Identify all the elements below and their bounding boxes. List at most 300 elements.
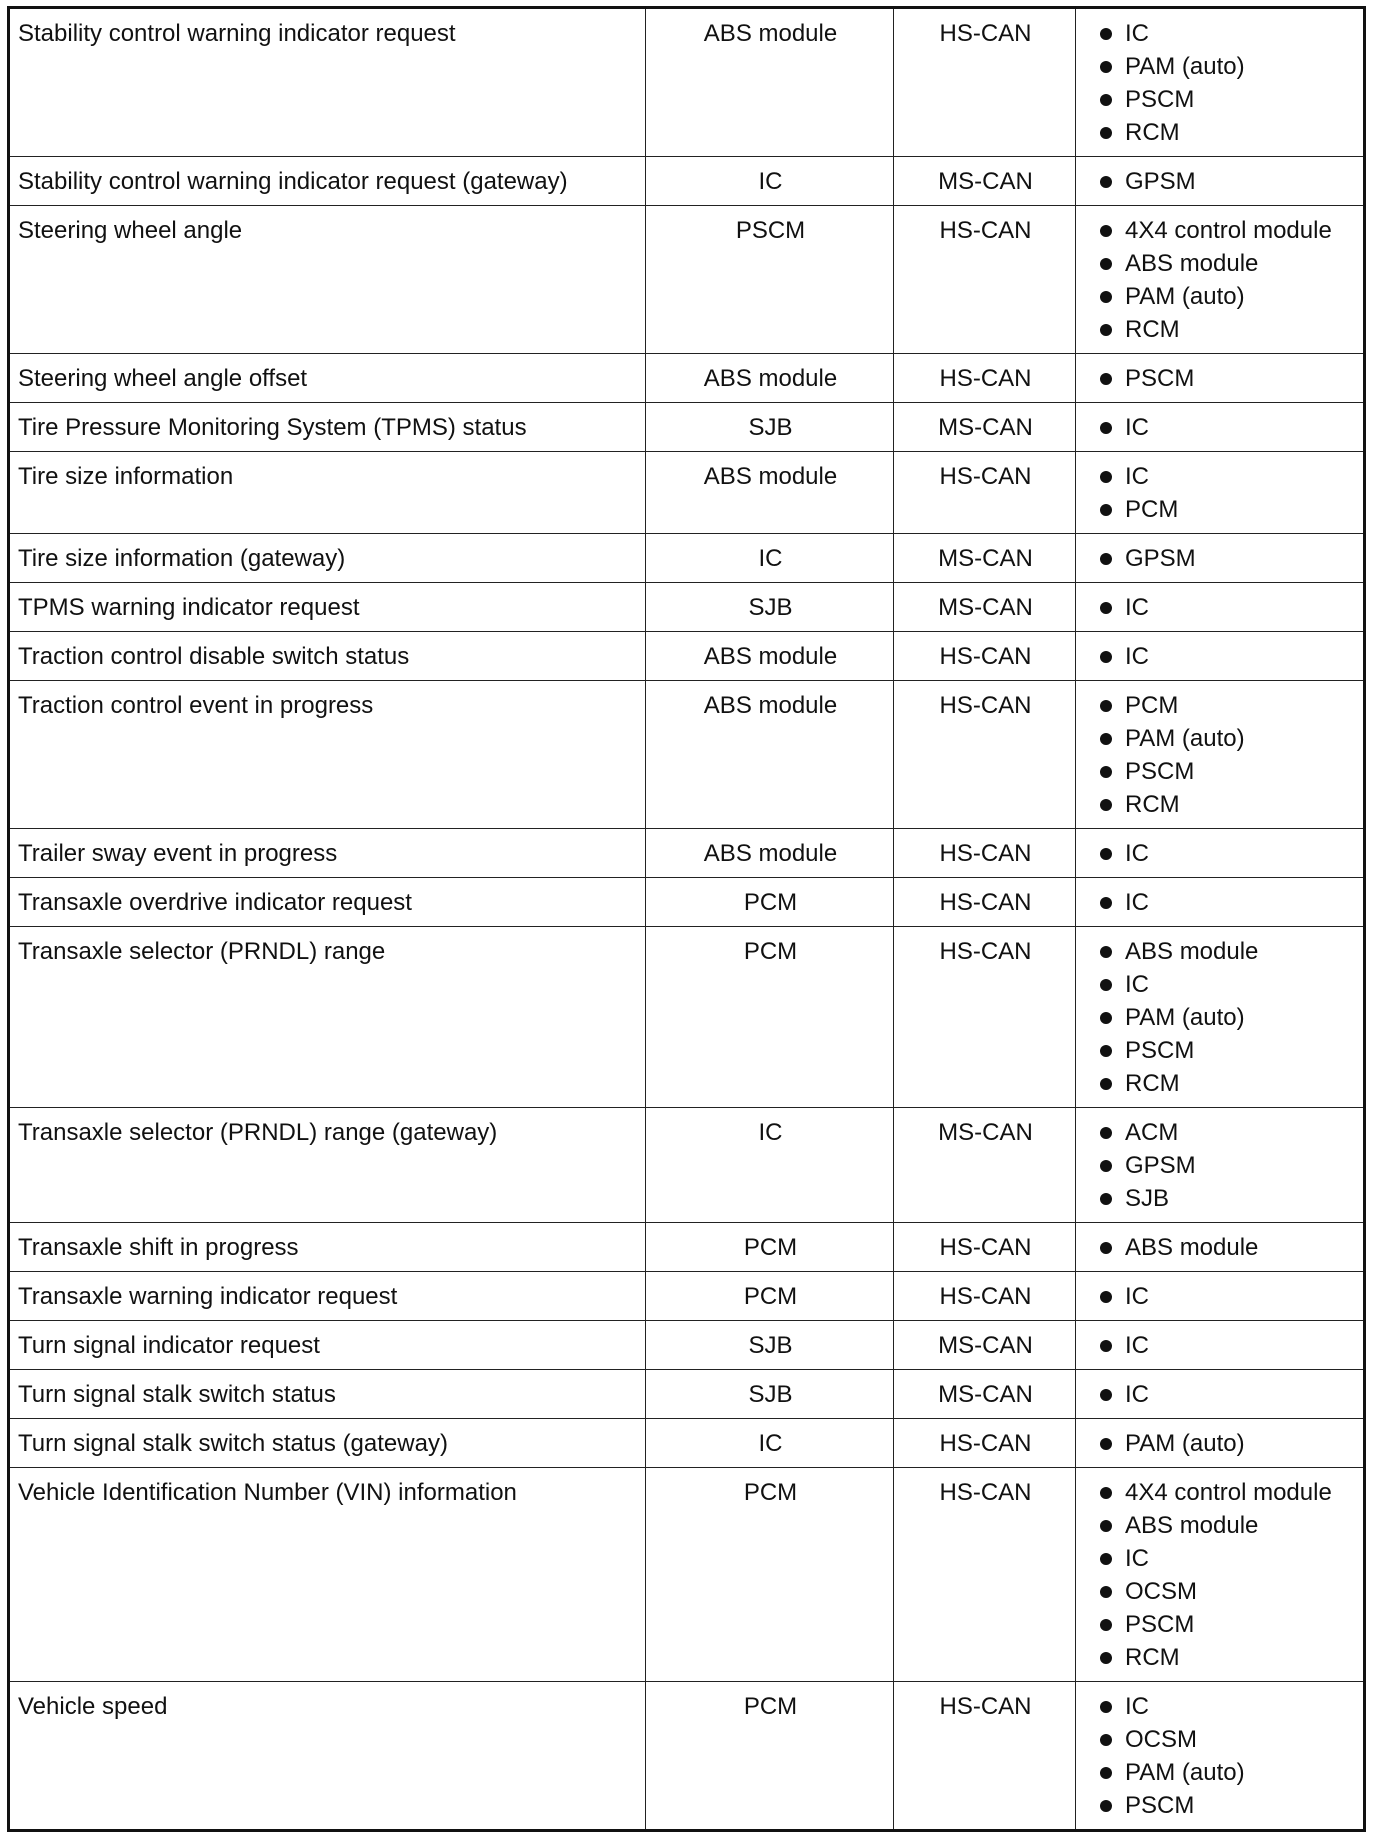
table-row	[9, 157, 1365, 206]
signal-text: Transaxle shift in progress	[18, 1234, 299, 1261]
network-cell	[894, 632, 1076, 681]
network-cell	[894, 1321, 1076, 1370]
receiver-text: PAM (auto)	[1125, 53, 1245, 80]
network-text: HS-CAN	[939, 1234, 1032, 1261]
receiver-item	[1092, 1756, 1361, 1789]
signal-cell	[9, 1272, 646, 1321]
receiver-item	[1092, 1542, 1361, 1575]
receiver-text: IC	[1125, 1693, 1149, 1720]
source-cell	[646, 1108, 894, 1223]
receiver-item	[1092, 591, 1361, 624]
receivers-list	[1092, 1116, 1361, 1215]
receivers-cell	[1076, 354, 1365, 403]
table-row	[9, 1419, 1365, 1468]
table-row	[9, 1223, 1365, 1272]
signal-text: Vehicle speed	[18, 1693, 168, 1720]
receiver-item	[1092, 1690, 1361, 1723]
receivers-list	[1092, 1280, 1361, 1313]
source-cell	[646, 878, 894, 927]
bullet-icon	[1100, 1389, 1112, 1401]
table-row	[9, 452, 1365, 534]
source-cell	[646, 1419, 894, 1468]
bullet-icon	[1100, 979, 1112, 991]
source-text: IC	[758, 545, 783, 572]
bullet-icon	[1100, 651, 1112, 663]
receiver-text: ABS module	[1125, 938, 1259, 965]
network-text: HS-CAN	[939, 20, 1032, 47]
bullet-icon	[1100, 1438, 1112, 1450]
bullet-icon	[1100, 848, 1112, 860]
signal-text: Tire size information (gateway)	[18, 545, 346, 572]
bullet-icon	[1100, 1078, 1112, 1090]
signal-cell	[9, 1419, 646, 1468]
signal-cell	[9, 927, 646, 1108]
signal-text: TPMS warning indicator request	[18, 594, 360, 621]
network-text: HS-CAN	[939, 1479, 1032, 1506]
signal-text: Transaxle overdrive indicator request	[18, 889, 412, 916]
source-cell	[646, 534, 894, 583]
receiver-text: IC	[1125, 594, 1149, 621]
signal-cell	[9, 1223, 646, 1272]
bullet-icon	[1100, 373, 1112, 385]
source-cell	[646, 681, 894, 829]
network-cell	[894, 157, 1076, 206]
receiver-item	[1092, 935, 1361, 968]
network-cell	[894, 1223, 1076, 1272]
network-cell	[894, 206, 1076, 354]
bullet-icon	[1100, 1520, 1112, 1532]
receivers-list	[1092, 1690, 1361, 1822]
table-row	[9, 878, 1365, 927]
receiver-text: ACM	[1125, 1119, 1179, 1146]
network-cell	[894, 927, 1076, 1108]
network-text: MS-CAN	[938, 594, 1033, 621]
receivers-cell	[1076, 1370, 1365, 1419]
bullet-icon	[1100, 897, 1112, 909]
receiver-text: IC	[1125, 1381, 1149, 1408]
signal-cell	[9, 403, 646, 452]
receiver-item	[1092, 1231, 1361, 1264]
bullet-icon	[1100, 504, 1112, 516]
receiver-text: PAM (auto)	[1125, 1759, 1245, 1786]
source-cell	[646, 354, 894, 403]
signal-text: Transaxle warning indicator request	[18, 1283, 398, 1310]
bullet-icon	[1100, 1045, 1112, 1057]
source-text: PCM	[743, 1693, 798, 1720]
receivers-cell	[1076, 583, 1365, 632]
bullet-icon	[1100, 1652, 1112, 1664]
receiver-text: IC	[1125, 1545, 1149, 1572]
receiver-text: PSCM	[1125, 758, 1195, 785]
bullet-icon	[1100, 799, 1112, 811]
receiver-item	[1092, 50, 1361, 83]
bullet-icon	[1100, 1800, 1112, 1812]
network-cell	[894, 403, 1076, 452]
signal-text: Steering wheel angle	[18, 217, 243, 244]
source-cell	[646, 1223, 894, 1272]
table-row	[9, 8, 1365, 157]
bullet-icon	[1100, 1487, 1112, 1499]
table-row	[9, 681, 1365, 829]
source-cell	[646, 206, 894, 354]
table-row	[9, 1468, 1365, 1682]
network-text: HS-CAN	[939, 1283, 1032, 1310]
source-cell	[646, 632, 894, 681]
bullet-icon	[1100, 946, 1112, 958]
signal-cell	[9, 452, 646, 534]
receiver-text: PCM	[1125, 692, 1179, 719]
table-row	[9, 1272, 1365, 1321]
receiver-text: IC	[1125, 971, 1149, 998]
source-text: PCM	[743, 1234, 798, 1261]
signal-cell	[9, 206, 646, 354]
source-text: PCM	[743, 1283, 798, 1310]
receivers-list	[1092, 591, 1361, 624]
receiver-text: GPSM	[1125, 545, 1196, 572]
signal-cell	[9, 1108, 646, 1223]
signal-cell	[9, 681, 646, 829]
receiver-item	[1092, 722, 1361, 755]
network-text: HS-CAN	[939, 365, 1032, 392]
receiver-item	[1092, 493, 1361, 526]
signal-cell	[9, 534, 646, 583]
source-cell	[646, 829, 894, 878]
receivers-list	[1092, 362, 1361, 395]
network-text: HS-CAN	[939, 692, 1032, 719]
bullet-icon	[1100, 1586, 1112, 1598]
receiver-text: RCM	[1125, 1644, 1180, 1671]
signal-text: Tire Pressure Monitoring System (TPMS) status	[18, 414, 527, 441]
signal-text: Traction control disable switch status	[18, 643, 410, 670]
table-row	[9, 206, 1365, 354]
receivers-cell	[1076, 534, 1365, 583]
receivers-cell	[1076, 403, 1365, 452]
receiver-item	[1092, 689, 1361, 722]
source-text: SJB	[748, 1381, 793, 1408]
network-text: HS-CAN	[939, 1693, 1032, 1720]
receivers-list	[1092, 542, 1361, 575]
signal-cell	[9, 1321, 646, 1370]
message-table	[7, 6, 1366, 1832]
bullet-icon	[1100, 1242, 1112, 1254]
table-row	[9, 403, 1365, 452]
bullet-icon	[1100, 1127, 1112, 1139]
receiver-text: PSCM	[1125, 1792, 1195, 1819]
source-text: ABS module	[703, 365, 838, 392]
network-cell	[894, 1272, 1076, 1321]
receivers-cell	[1076, 1223, 1365, 1272]
network-cell	[894, 878, 1076, 927]
receiver-item	[1092, 1034, 1361, 1067]
receiver-item	[1092, 755, 1361, 788]
source-text: IC	[758, 1430, 783, 1457]
receivers-list	[1092, 165, 1361, 198]
receiver-text: PAM (auto)	[1125, 1004, 1245, 1031]
receiver-text: IC	[1125, 414, 1149, 441]
signal-cell	[9, 1682, 646, 1831]
receiver-item	[1092, 214, 1361, 247]
source-text: ABS module	[703, 840, 838, 867]
source-text: ABS module	[703, 463, 838, 490]
receiver-item	[1092, 17, 1361, 50]
table-row	[9, 1321, 1365, 1370]
receiver-text: ABS module	[1125, 250, 1259, 277]
network-cell	[894, 354, 1076, 403]
receiver-item	[1092, 1575, 1361, 1608]
network-cell	[894, 681, 1076, 829]
signal-text: Traction control event in progress	[18, 692, 374, 719]
receivers-cell	[1076, 8, 1365, 157]
table-row	[9, 1682, 1365, 1831]
signal-cell	[9, 632, 646, 681]
receivers-list	[1092, 935, 1361, 1100]
signal-text: Transaxle selector (PRNDL) range (gateway)	[18, 1119, 498, 1146]
receiver-item	[1092, 1476, 1361, 1509]
receiver-text: IC	[1125, 840, 1149, 867]
receivers-cell	[1076, 1321, 1365, 1370]
receiver-text: IC	[1125, 1283, 1149, 1310]
network-cell	[894, 8, 1076, 157]
source-cell	[646, 157, 894, 206]
receiver-text: PAM (auto)	[1125, 1430, 1245, 1457]
table-body	[9, 8, 1365, 1831]
receiver-text: 4X4 control module	[1125, 217, 1332, 244]
signal-text: Steering wheel angle offset	[18, 365, 308, 392]
bullet-icon	[1100, 127, 1112, 139]
receivers-list	[1092, 837, 1361, 870]
network-cell	[894, 1370, 1076, 1419]
signal-text: Tire size information	[18, 463, 234, 490]
source-text: ABS module	[703, 643, 838, 670]
table-row	[9, 583, 1365, 632]
bullet-icon	[1100, 28, 1112, 40]
receiver-item	[1092, 116, 1361, 149]
receivers-list	[1092, 1231, 1361, 1264]
signal-cell	[9, 157, 646, 206]
receiver-text: GPSM	[1125, 168, 1196, 195]
source-text: PSCM	[735, 217, 806, 244]
signal-cell	[9, 829, 646, 878]
bullet-icon	[1100, 1340, 1112, 1352]
receivers-cell	[1076, 1108, 1365, 1223]
table-row	[9, 829, 1365, 878]
signal-cell	[9, 583, 646, 632]
receiver-text: RCM	[1125, 791, 1180, 818]
table-row	[9, 927, 1365, 1108]
source-text: ABS module	[703, 20, 838, 47]
receivers-list	[1092, 1329, 1361, 1362]
network-text: MS-CAN	[938, 1332, 1033, 1359]
receiver-text: IC	[1125, 463, 1149, 490]
receiver-text: RCM	[1125, 1070, 1180, 1097]
receiver-item	[1092, 247, 1361, 280]
bullet-icon	[1100, 324, 1112, 336]
table-row	[9, 632, 1365, 681]
receiver-item	[1092, 165, 1361, 198]
receiver-text: IC	[1125, 1332, 1149, 1359]
receivers-cell	[1076, 1468, 1365, 1682]
signal-cell	[9, 878, 646, 927]
signal-cell	[9, 354, 646, 403]
signal-cell	[9, 8, 646, 157]
signal-text: Vehicle Identification Number (VIN) information	[18, 1479, 517, 1506]
receiver-item	[1092, 1378, 1361, 1411]
signal-text: Stability control warning indicator request (gateway)	[18, 168, 568, 195]
receiver-item	[1092, 886, 1361, 919]
source-text: ABS module	[703, 692, 838, 719]
receivers-list	[1092, 460, 1361, 526]
network-text: HS-CAN	[939, 217, 1032, 244]
receiver-text: ABS module	[1125, 1234, 1259, 1261]
network-cell	[894, 1108, 1076, 1223]
source-cell	[646, 1682, 894, 1831]
network-cell	[894, 534, 1076, 583]
receiver-text: OCSM	[1125, 1726, 1197, 1753]
network-text: MS-CAN	[938, 545, 1033, 572]
receiver-text: 4X4 control module	[1125, 1479, 1332, 1506]
receivers-cell	[1076, 878, 1365, 927]
receiver-item	[1092, 788, 1361, 821]
receiver-text: PAM (auto)	[1125, 725, 1245, 752]
receiver-text: PSCM	[1125, 1037, 1195, 1064]
bullet-icon	[1100, 258, 1112, 270]
receiver-item	[1092, 1149, 1361, 1182]
network-text: HS-CAN	[939, 463, 1032, 490]
source-text: IC	[758, 168, 783, 195]
network-cell	[894, 583, 1076, 632]
receivers-cell	[1076, 157, 1365, 206]
source-text: IC	[758, 1119, 783, 1146]
receivers-list	[1092, 886, 1361, 919]
bullet-icon	[1100, 176, 1112, 188]
receivers-list	[1092, 214, 1361, 346]
bullet-icon	[1100, 422, 1112, 434]
receivers-cell	[1076, 681, 1365, 829]
source-cell	[646, 1468, 894, 1682]
network-text: HS-CAN	[939, 840, 1032, 867]
bullet-icon	[1100, 766, 1112, 778]
bullet-icon	[1100, 602, 1112, 614]
source-text: SJB	[748, 414, 793, 441]
bullet-icon	[1100, 1701, 1112, 1713]
bullet-icon	[1100, 94, 1112, 106]
source-cell	[646, 8, 894, 157]
receiver-item	[1092, 1723, 1361, 1756]
receiver-text: GPSM	[1125, 1152, 1196, 1179]
signal-text: Trailer sway event in progress	[18, 840, 338, 867]
receiver-item	[1092, 460, 1361, 493]
signal-text: Transaxle selector (PRNDL) range	[18, 938, 386, 965]
network-cell	[894, 1682, 1076, 1831]
receivers-cell	[1076, 632, 1365, 681]
bullet-icon	[1100, 700, 1112, 712]
source-text: PCM	[743, 1479, 798, 1506]
receivers-list	[1092, 689, 1361, 821]
network-text: HS-CAN	[939, 889, 1032, 916]
signal-text: Stability control warning indicator request	[18, 20, 456, 47]
receiver-item	[1092, 1329, 1361, 1362]
receiver-item	[1092, 1427, 1361, 1460]
receiver-text: PSCM	[1125, 365, 1195, 392]
network-text: MS-CAN	[938, 168, 1033, 195]
signal-text: Turn signal stalk switch status	[18, 1381, 336, 1408]
receiver-item	[1092, 1608, 1361, 1641]
bullet-icon	[1100, 553, 1112, 565]
source-text: SJB	[748, 594, 793, 621]
source-cell	[646, 1272, 894, 1321]
receiver-item	[1092, 1641, 1361, 1674]
bullet-icon	[1100, 225, 1112, 237]
network-text: MS-CAN	[938, 1119, 1033, 1146]
table-row	[9, 1108, 1365, 1223]
receiver-item	[1092, 1280, 1361, 1313]
source-text: PCM	[743, 938, 798, 965]
receiver-text: RCM	[1125, 316, 1180, 343]
network-text: HS-CAN	[939, 938, 1032, 965]
signal-cell	[9, 1468, 646, 1682]
receiver-text: PSCM	[1125, 86, 1195, 113]
receiver-item	[1092, 1001, 1361, 1034]
receiver-text: PAM (auto)	[1125, 283, 1245, 310]
receiver-item	[1092, 1116, 1361, 1149]
network-cell	[894, 1468, 1076, 1682]
receivers-cell	[1076, 829, 1365, 878]
bullet-icon	[1100, 733, 1112, 745]
receiver-item	[1092, 411, 1361, 444]
bullet-icon	[1100, 1619, 1112, 1631]
source-cell	[646, 1370, 894, 1419]
receivers-cell	[1076, 1682, 1365, 1831]
receivers-cell	[1076, 1419, 1365, 1468]
signal-text: Turn signal stalk switch status (gateway)	[18, 1430, 448, 1457]
bullet-icon	[1100, 291, 1112, 303]
receivers-list	[1092, 411, 1361, 444]
receivers-cell	[1076, 452, 1365, 534]
bullet-icon	[1100, 1734, 1112, 1746]
receiver-item	[1092, 280, 1361, 313]
bullet-icon	[1100, 61, 1112, 73]
source-cell	[646, 403, 894, 452]
receiver-item	[1092, 1182, 1361, 1215]
network-cell	[894, 829, 1076, 878]
receiver-text: PSCM	[1125, 1611, 1195, 1638]
source-cell	[646, 1321, 894, 1370]
network-text: HS-CAN	[939, 643, 1032, 670]
bullet-icon	[1100, 1193, 1112, 1205]
source-text: SJB	[748, 1332, 793, 1359]
receivers-list	[1092, 17, 1361, 149]
signal-cell	[9, 1370, 646, 1419]
bullet-icon	[1100, 1553, 1112, 1565]
receivers-list	[1092, 1378, 1361, 1411]
receiver-text: IC	[1125, 20, 1149, 47]
receiver-item	[1092, 313, 1361, 346]
receivers-list	[1092, 1476, 1361, 1674]
network-cell	[894, 452, 1076, 534]
receivers-cell	[1076, 1272, 1365, 1321]
table-row	[9, 534, 1365, 583]
network-text: MS-CAN	[938, 1381, 1033, 1408]
bullet-icon	[1100, 1291, 1112, 1303]
network-message-table	[7, 6, 1363, 1832]
table-row	[9, 1370, 1365, 1419]
network-cell	[894, 1419, 1076, 1468]
receiver-text: OCSM	[1125, 1578, 1197, 1605]
table-row	[9, 354, 1365, 403]
receiver-item	[1092, 1509, 1361, 1542]
receiver-item	[1092, 542, 1361, 575]
bullet-icon	[1100, 1160, 1112, 1172]
